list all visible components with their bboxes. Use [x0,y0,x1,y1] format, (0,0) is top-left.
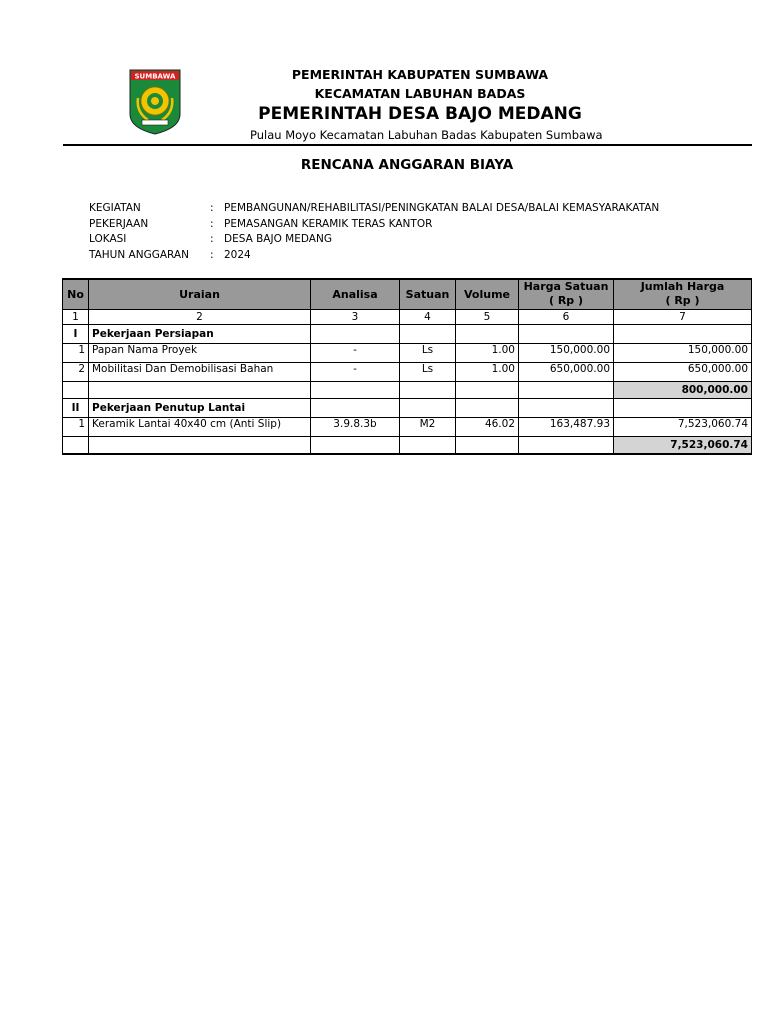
item-harga-satuan: 150,000.00 [519,343,614,362]
header-address: Pulau Moyo Kecamatan Labuhan Badas Kabupaten Sumbawa [250,128,603,142]
section-row [63,398,752,417]
col-header-harga-satuan [519,279,614,309]
column-number: 4 [400,309,456,324]
table-row [63,343,752,362]
harga-satuan-label: Harga Satuan [523,280,609,294]
section-row [63,324,752,343]
header-divider [63,144,752,146]
column-number: 2 [89,309,311,324]
table-header-row [63,279,752,309]
subtotal-row [63,436,752,454]
info-row-kegiatan [89,202,659,218]
column-number: 6 [519,309,614,324]
item-number: 1 [63,343,89,362]
column-number: 5 [456,309,519,324]
subtotal-row [63,381,752,398]
info-label: PEKERJAAN [89,217,149,230]
section-number: II [63,398,89,417]
col-header-jumlah-harga [614,279,752,309]
jumlah-harga-label: Jumlah Harga [640,280,725,294]
header-regency: PEMERINTAH KABUPATEN SUMBAWA [291,67,549,82]
item-volume: 46.02 [456,417,519,436]
table-row [63,362,752,381]
info-separator: : [210,217,214,230]
header-district: KECAMATAN LABUHAN BADAS [314,86,526,101]
item-analisa: 3.9.8.3b [311,417,400,436]
header-village: PEMERINTAH DESA BAJO MEDANG [258,104,582,124]
item-jumlah-harga: 150,000.00 [614,343,752,362]
info-value: 2024 [224,248,251,261]
info-value: PEMBANGUNAN/REHABILITASI/PENINGKATAN BALAI DESA/BALAI KEMASYARAKATAN [224,202,660,214]
item-description: Papan Nama Proyek [89,343,311,362]
info-value: PEMASANGAN KERAMIK TERAS KANTOR [224,217,433,230]
item-description: Keramik Lantai 40x40 cm (Anti Slip) [89,417,311,436]
budget-table [62,278,752,455]
sumbawa-regency-emblem [128,68,182,136]
project-info [89,202,659,264]
item-number: 2 [63,362,89,381]
section-subtotal: 7,523,060.74 [614,436,752,454]
info-separator: : [210,248,214,261]
col-header-uraian: Uraian [89,279,311,309]
item-description: Mobilitasi Dan Demobilisasi Bahan [89,362,311,381]
item-satuan: Ls [400,343,456,362]
harga-satuan-unit: ( Rp ) [548,294,584,308]
column-number: 3 [311,309,400,324]
column-number: 7 [614,309,752,324]
info-separator: : [210,233,214,245]
col-header-satuan: Satuan [400,279,456,309]
section-title: Pekerjaan Persiapan [89,324,311,343]
section-subtotal: 800,000.00 [614,381,752,398]
jumlah-harga-unit: ( Rp ) [665,294,700,308]
item-number: 1 [63,417,89,436]
info-label: TAHUN ANGGARAN [89,248,189,261]
item-harga-satuan: 650,000.00 [519,362,614,381]
info-value: DESA BAJO MEDANG [224,233,332,245]
column-number: 1 [63,309,89,324]
info-separator: : [210,202,214,214]
item-jumlah-harga: 650,000.00 [614,362,752,381]
item-analisa: - [311,343,400,362]
item-volume: 1.00 [456,343,519,362]
col-header-volume: Volume [456,279,519,309]
document-title: RENCANA ANGGARAN BIAYA [300,157,514,173]
table-row [63,417,752,436]
column-number-row [63,309,752,324]
info-row-tahun [89,249,659,265]
col-header-analisa: Analisa [311,279,400,309]
item-satuan: Ls [400,362,456,381]
info-label: LOKASI [89,233,127,245]
item-volume: 1.00 [456,362,519,381]
col-header-no: No [63,279,89,309]
item-satuan: M2 [400,417,456,436]
item-analisa: - [311,362,400,381]
info-row-pekerjaan [89,218,659,234]
item-jumlah-harga: 7,523,060.74 [614,417,752,436]
section-number: I [63,324,89,343]
info-row-lokasi [89,233,659,249]
section-title: Pekerjaan Penutup Lantai [89,398,311,417]
info-label: KEGIATAN [89,202,141,214]
logo-text: SUMBAWA [134,72,176,81]
item-harga-satuan: 163,487.93 [519,417,614,436]
